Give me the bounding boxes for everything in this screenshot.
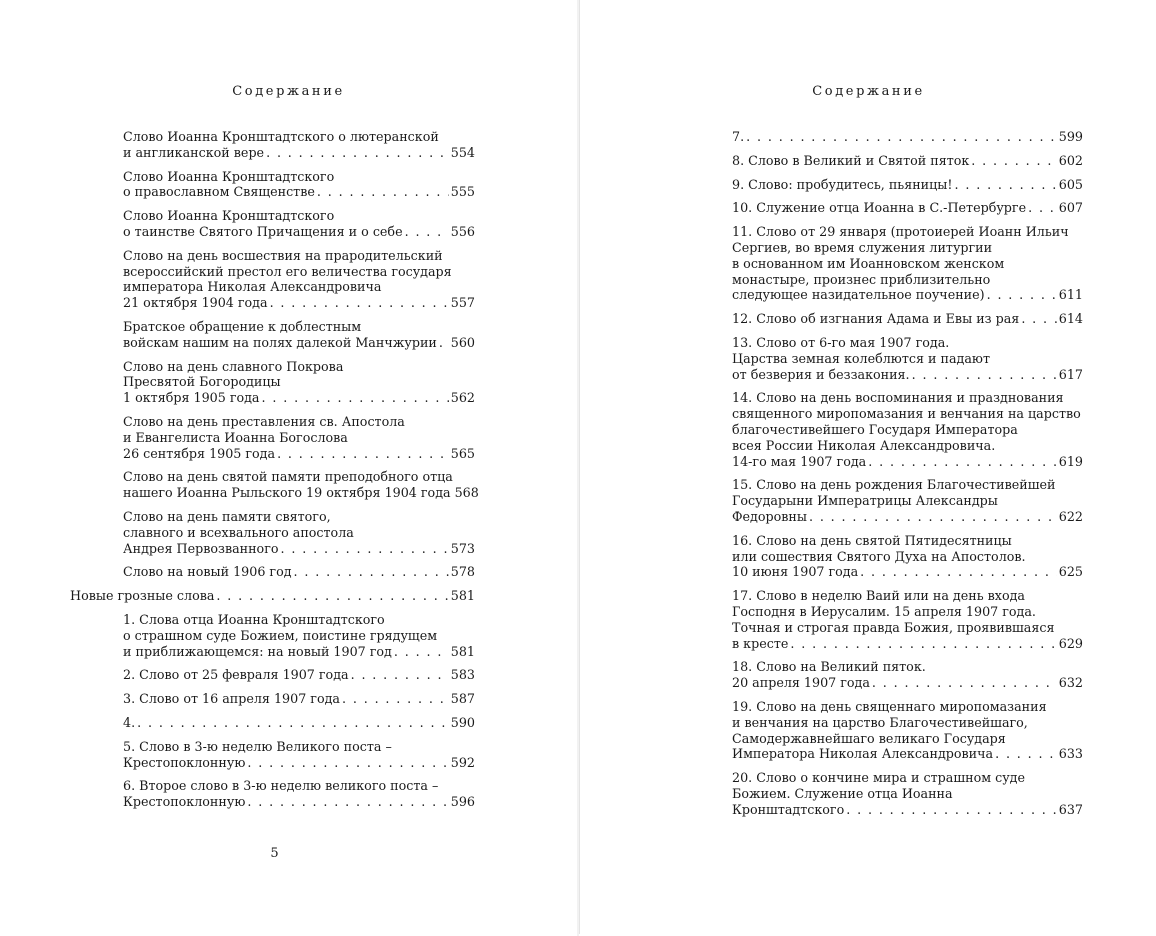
toc-entry-leader-line	[123, 485, 479, 501]
toc-entry-title-line: 15. Слово на день рождения Благочестивейшей	[732, 477, 1056, 493]
toc-entry-leader-line	[732, 311, 1083, 327]
toc-entry	[70, 612, 475, 659]
toc-entry-title-line: 17. Слово в неделю Ваий или на день входа	[732, 588, 1025, 604]
toc-entry-title-line: императора Николая Александровича	[123, 279, 382, 295]
toc-page-number: 583	[450, 667, 475, 683]
toc-entry-title-line: Слово Иоанна Кронштадтского	[123, 168, 335, 184]
toc-entry-title-line: 7.	[732, 129, 745, 144]
toc-page-number: 622	[1058, 508, 1083, 524]
toc-entry-leader-line	[123, 541, 475, 557]
toc-entry-leader-line	[732, 636, 1083, 652]
toc-entry-title-line: или сошествия Святого Духа на Апостолов.	[732, 548, 1026, 564]
toc-entry	[70, 667, 475, 683]
toc-page-number: 565	[450, 445, 475, 461]
toc-entry	[70, 715, 475, 731]
dot-leader	[868, 454, 1057, 470]
toc-entry	[70, 169, 475, 201]
toc-entry	[70, 564, 475, 580]
toc-page-number: 581	[450, 643, 475, 659]
toc-entry-title-line: 2. Слово от 25 февраля 1907 года	[123, 667, 349, 683]
toc-entry-title-line: Царства земная колеблются и падают	[732, 350, 990, 366]
toc-entry-title-line: Андрея Первозванного	[123, 540, 279, 556]
toc-entry-title-line: 10 июня 1907 года	[732, 564, 859, 580]
toc-entry	[70, 319, 475, 351]
dot-leader	[351, 667, 449, 683]
toc-page-number: 560	[450, 334, 475, 350]
toc-entry-leader-line	[123, 446, 475, 462]
toc-entry-leader-line	[732, 287, 1083, 303]
toc-entry-title-line: Крестопоклонную	[123, 754, 246, 770]
toc-entry	[70, 778, 475, 810]
dot-leader	[954, 177, 1056, 193]
toc-entry	[732, 770, 1083, 817]
toc-entry-title-line: Слово на новый 1906 год	[123, 564, 292, 580]
toc-page-number: 573	[450, 540, 475, 556]
toc-entry-title-line: Крестопоклонную	[123, 794, 246, 810]
toc-entry-leader-line	[70, 588, 475, 604]
toc-entry	[70, 248, 475, 311]
dot-leader	[809, 509, 1057, 525]
toc-entry	[732, 224, 1083, 303]
toc-entry-title-line: 8. Слово в Великий и Святой пяток	[732, 152, 970, 168]
toc-entry-title-line: 20 апреля 1907 года	[732, 675, 870, 691]
toc-entry	[732, 588, 1083, 651]
page-header: Содержание	[812, 84, 925, 99]
dot-leader	[394, 644, 449, 660]
toc-entry	[732, 659, 1083, 691]
toc-entry-title-line: Новые грозные слова	[70, 588, 215, 604]
toc-page-number: 632	[1058, 675, 1083, 691]
toc-entry-leader-line	[123, 335, 475, 351]
toc-page-number: 596	[450, 794, 475, 810]
toc-entry-title-line: 20. Слово о кончине мира и страшном суде	[732, 770, 1025, 786]
toc-entry-title-line: Сергиев, во время служения литургии	[732, 239, 993, 255]
dot-leader	[405, 224, 449, 240]
toc-entry-title-line: 13. Слово от 6-го мая 1907 года.	[732, 334, 950, 350]
toc-page-number: 555	[450, 184, 475, 200]
toc-entry-title-line: 10. Служение отца Иоанна в С.-Петербурге	[732, 200, 1027, 216]
toc-entry-title-line: 12. Слово об изгнания Адама и Евы из рая	[732, 311, 1020, 327]
toc-entry-title-line: 6. Второе слово в 3-ю неделю великого поста –	[123, 778, 439, 794]
toc-entry-title-line: всея России Николая Александровича.	[732, 437, 996, 453]
toc-entry-leader-line	[732, 454, 1083, 470]
toc-page-number: 556	[450, 223, 475, 239]
toc-entry-title-line: благочестивейшего Государя Императора	[732, 421, 1018, 437]
toc-page-number: 554	[450, 144, 475, 160]
toc-entry-title-line: и англиканской вере	[123, 144, 265, 160]
toc-entry-title-line: 9. Слово: пробудитесь, пьяницы!	[732, 176, 953, 192]
dot-leader	[971, 153, 1056, 169]
toc-entry-title-line: о православном Священстве	[123, 184, 315, 200]
toc-entry	[732, 129, 1083, 145]
toc-entry-leader-line	[123, 184, 475, 200]
toc-entry-title-line: Государыни Императрицы Александры	[732, 493, 998, 509]
toc-entry-leader-line	[732, 509, 1083, 525]
toc-entry-leader-line	[732, 200, 1083, 216]
toc-entry-title-line: о страшном суде Божием, поистине грядущем	[123, 627, 438, 643]
toc-entry	[70, 469, 479, 501]
toc-entry	[70, 129, 475, 161]
toc-page-number: 614	[1058, 311, 1083, 327]
dot-leader	[247, 755, 448, 771]
toc-entry	[70, 739, 475, 771]
toc-entry-leader-line	[123, 715, 475, 731]
toc-entry-title-line: славного и всехвального апостола	[123, 524, 354, 540]
toc-entry-title-line: 14. Слово на день воспоминания и празднования	[732, 390, 1064, 406]
toc-entry	[732, 177, 1083, 193]
toc-entry-title-line: Слово Иоанна Кронштадтского	[123, 208, 335, 224]
dot-leader	[790, 636, 1056, 652]
toc-entry-title-line: 11. Слово от 29 января (протоиерей Иоанн Ильич	[732, 224, 1069, 240]
toc-page-number: 599	[1058, 129, 1083, 144]
dot-leader	[216, 588, 448, 604]
toc-entry	[732, 390, 1083, 469]
toc-entry-leader-line	[732, 153, 1083, 169]
toc-entry-title-line: Слово на день преставления св. Апостола	[123, 413, 405, 429]
toc-entry-leader-line	[732, 129, 1083, 145]
toc-entry-title-line: следующее назидательное поучение)	[732, 287, 985, 303]
toc-entry	[732, 335, 1083, 382]
page-number: 5	[270, 846, 279, 861]
toc-page-number: 581	[450, 588, 475, 604]
toc-page-number: 633	[1058, 746, 1083, 762]
toc-entry-title-line: Слово на день памяти святого,	[123, 508, 331, 524]
toc-entry	[70, 208, 475, 240]
toc-entry-leader-line	[123, 295, 475, 311]
toc-entry-title-line: Слово на день восшествия на прародительский	[123, 247, 443, 263]
toc-list	[70, 129, 479, 818]
toc-entry	[732, 153, 1083, 169]
toc-entry-leader-line	[123, 644, 475, 660]
left-page	[0, 0, 578, 934]
toc-entry-leader-line	[732, 802, 1083, 818]
toc-entry-leader-line	[123, 390, 475, 406]
toc-entry-title-line: Божием. Служение отца Иоанна	[732, 785, 953, 801]
right-page	[579, 0, 1156, 934]
dot-leader	[860, 564, 1057, 580]
toc-entry	[732, 311, 1083, 327]
toc-entry-title-line: 21 октября 1904 года	[123, 295, 268, 311]
toc-entry	[70, 414, 475, 461]
toc-entry-leader-line	[732, 367, 1083, 383]
toc-entry-title-line: Слово на день святой памяти преподобного отца	[123, 469, 453, 485]
toc-entry	[732, 477, 1083, 524]
toc-entry-title-line: о таинстве Святого Причащения и о себе	[123, 223, 403, 239]
toc-page-number: 557	[450, 295, 475, 311]
dot-leader	[261, 390, 448, 406]
dot-leader	[746, 129, 1057, 145]
toc-page-number: 619	[1058, 453, 1083, 469]
toc-entry-title-line: от безверия и беззакония.	[732, 366, 910, 382]
dot-leader	[280, 541, 448, 557]
toc-entry-leader-line	[732, 177, 1083, 193]
toc-entry-title-line: Братское обращение к доблестным	[123, 318, 362, 334]
toc-page-number: 590	[450, 714, 475, 730]
toc-entry-leader-line	[123, 691, 475, 707]
toc-page-number: 607	[1058, 200, 1083, 216]
toc-page-number: 625	[1058, 564, 1083, 580]
page-header: Содержание	[232, 84, 345, 99]
toc-entry	[70, 509, 475, 556]
toc-entry-title-line: в кресте	[732, 635, 789, 651]
dot-leader	[912, 367, 1057, 383]
toc-page-number: 587	[450, 691, 475, 707]
toc-page-number: 637	[1058, 801, 1083, 817]
toc-page-number: 605	[1058, 176, 1083, 192]
dot-leader	[342, 691, 449, 707]
toc-entry	[732, 533, 1083, 580]
dot-leader	[846, 802, 1057, 818]
dot-leader	[317, 184, 449, 200]
toc-page-number: 578	[450, 564, 475, 580]
toc-entry-leader-line	[732, 675, 1083, 691]
toc-entry-title-line: Слово Иоанна Кронштадтского о лютеранской	[123, 129, 439, 144]
toc-entry-title-line: 26 сентября 1905 года	[123, 445, 276, 461]
dot-leader	[266, 145, 449, 161]
toc-entry-title-line: 5. Слово в 3-ю неделю Великого поста –	[123, 738, 392, 754]
toc-entry	[732, 200, 1083, 216]
dot-leader	[1021, 311, 1056, 327]
toc-entry-title-line: Господня в Иерусалим. 15 апреля 1907 года.	[732, 603, 1036, 619]
toc-page-number: 629	[1058, 635, 1083, 651]
toc-entry-leader-line	[123, 145, 475, 161]
toc-entry-title-line: 1. Слова отца Иоанна Кронштадтского	[123, 611, 385, 627]
toc-entry-title-line: Слово на день славного Покрова	[123, 358, 344, 374]
toc-entry-title-line: и приближающемся: на новый 1907 год	[123, 643, 392, 659]
dot-leader	[270, 295, 449, 311]
toc-entry-title-line: 4.	[123, 714, 136, 730]
toc-entry-title-line: всероссийский престол его величества государя	[123, 263, 452, 279]
toc-entry-title-line: и венчания на царство Благочестивейшаго,	[732, 714, 1028, 730]
toc-entry-title-line: нашего Иоанна Рыльского 19 октября 1904 года	[123, 485, 451, 501]
toc-entry-title-line: Самодержавнейшаго великаго Государя	[732, 730, 1006, 746]
dot-leader	[1028, 200, 1057, 216]
toc-page-number: 617	[1058, 366, 1083, 382]
toc-entry	[732, 699, 1083, 762]
toc-entry-title-line: в основанном им Иоанновском женском	[732, 255, 1005, 271]
toc-entry-title-line: Точная и строгая правда Божия, проявившаяся	[732, 619, 1055, 635]
toc-entry-title-line: священного миропомазания и венчания на царство	[732, 406, 1081, 422]
toc-entry-title-line: Кронштадтского	[732, 801, 845, 817]
dot-leader	[439, 335, 449, 351]
toc-page-number: 602	[1058, 152, 1083, 168]
toc-entry	[70, 588, 475, 604]
dot-leader	[995, 746, 1057, 762]
toc-entry-leader-line	[123, 667, 475, 683]
dot-leader	[294, 564, 449, 580]
toc-entry-leader-line	[123, 224, 475, 240]
dot-leader	[137, 715, 449, 731]
toc-entry-title-line: 16. Слово на день святой Пятидесятницы	[732, 532, 1012, 548]
toc-entry-title-line: монастыре, произнес приблизительно	[732, 271, 991, 287]
toc-entry-title-line: и Евангелиста Иоанна Богослова	[123, 429, 348, 445]
toc-page-number: 568	[454, 485, 479, 501]
toc-entry-title-line: 1 октября 1905 года	[123, 390, 260, 406]
toc-entry-title-line: войскам нашим на полях далекой Манчжурии	[123, 334, 437, 350]
toc-entry	[70, 359, 475, 406]
toc-entry-title-line: Пресвятой Богородицы	[123, 374, 281, 390]
toc-page-number: 562	[450, 390, 475, 406]
toc-entry-leader-line	[123, 755, 475, 771]
toc-entry-title-line: 14-го мая 1907 года	[732, 453, 867, 469]
toc-page-number: 611	[1058, 287, 1083, 303]
toc-entry-title-line: 3. Слово от 16 апреля 1907 года	[123, 691, 340, 707]
dot-leader	[277, 446, 449, 462]
toc-entry-title-line: Императора Николая Александровича	[732, 746, 994, 762]
dot-leader	[247, 794, 448, 810]
toc-entry-leader-line	[732, 564, 1083, 580]
toc-entry-leader-line	[123, 564, 475, 580]
toc-entry-title-line: 18. Слово на Великий пяток.	[732, 659, 926, 675]
toc-entry-leader-line	[732, 746, 1083, 762]
toc-entry-title-line: Федоровны	[732, 508, 807, 524]
toc-entry-leader-line	[123, 794, 475, 810]
toc-entry	[70, 691, 475, 707]
dot-leader	[872, 675, 1057, 691]
toc-list	[732, 129, 1083, 825]
toc-entry-title-line: 19. Слово на день священнаго миропомазания	[732, 698, 1047, 714]
dot-leader	[987, 287, 1057, 303]
toc-page-number: 592	[450, 754, 475, 770]
